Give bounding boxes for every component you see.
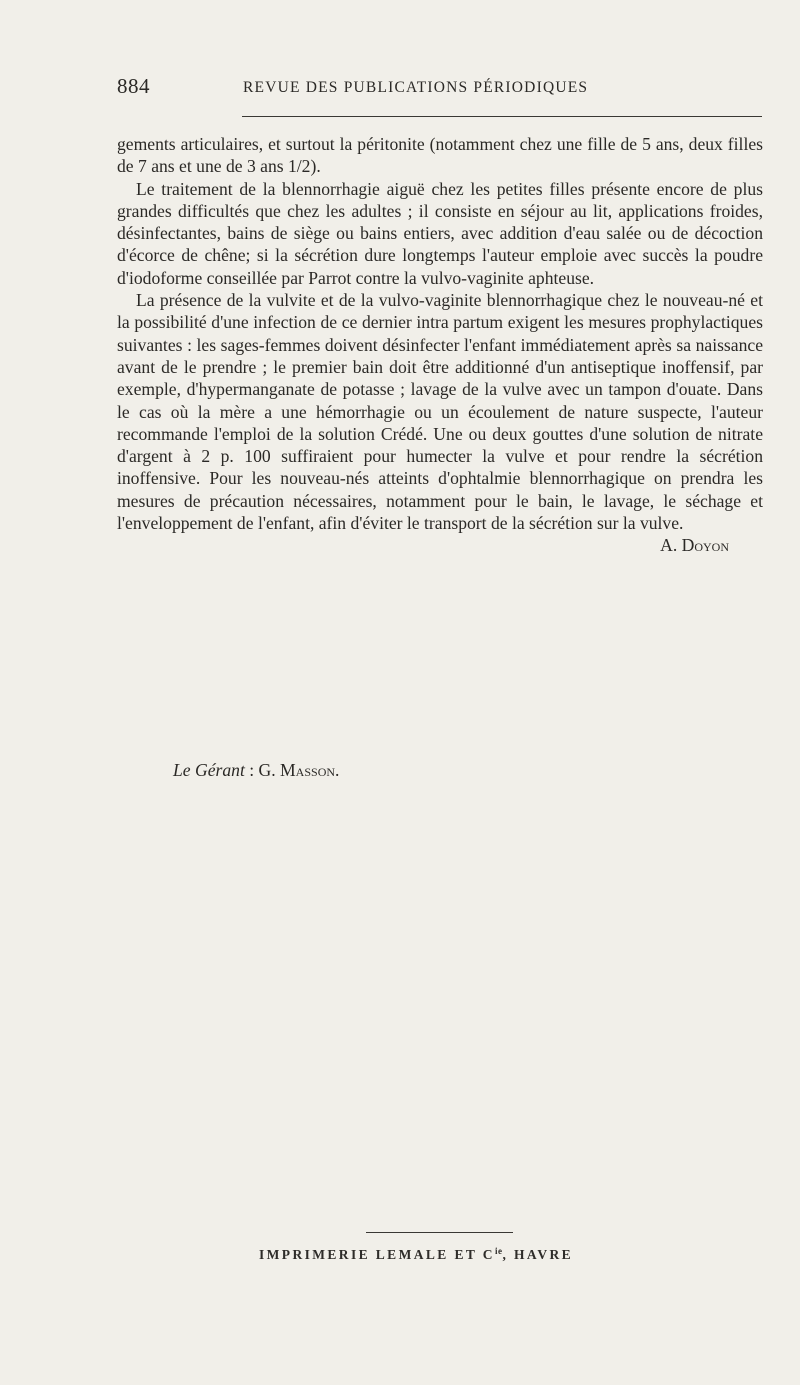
paragraph-text: La présence de la vulvite et de la vulvo-vaginite blennorrhagique chez le nouveau-né et la possibilité d'une infection de ce dernier intra partum exigent les mesures prophylactiques suivantes : les sages-femmes doivent désinfecter l'enfant immédiatement après sa naissance avant de le prendre ; le premier bain doit être additionné d'un antiseptique inoffensif, par exemple, d'hypermanganate de potasse ; lavage de la vulve avec un tampon d'ouate. Dans le cas où la mère a une hémorrhagie ou un écoulement de nature suspecte, l'auteur recommande l'emploi de la solution Crédé. Une ou deux gouttes d'une solution de nitrate d'argent à 2 p. 100 suffiraient pour humecter la vulve et pour rendre la sécrétion inoffensive. Pour les nouveau-nés atteints d'ophtalmie blennorrhagique on prendra les mesures de précaution nécessaires, notamment pour le bain, le lavage, le séchage et l'enveloppement de l'enfant, afin d'éviter le transport de la sécrétion sur la vulve.: [117, 290, 763, 534]
author-signature: A. Doyon: [660, 535, 729, 556]
imprint-superscript: ie: [494, 1246, 503, 1256]
imprint-main: IMPRIMERIE LEMALE ET C: [259, 1247, 495, 1262]
imprint-tail: , HAVRE: [502, 1247, 574, 1262]
gerant-line: [173, 760, 339, 781]
gerant-separator: :: [244, 760, 259, 780]
paragraph: gements articulaires, et surtout la péritonite (notamment chez une fille de 5 ans, deux filles de 7 ans et une de 3 ans 1/2).: [117, 134, 763, 177]
gerant-label: Le Gérant: [173, 760, 245, 780]
header-rule: [242, 116, 762, 117]
article-body: [117, 133, 763, 557]
paragraph: [117, 289, 763, 556]
printer-imprint: [259, 1246, 573, 1263]
footer-rule: [366, 1232, 513, 1233]
running-head: REVUE DES PUBLICATIONS PÉRIODIQUES: [243, 79, 589, 96]
page-number: 884: [117, 74, 150, 98]
gerant-name: G. Masson.: [258, 760, 340, 780]
paragraph: Le traitement de la blennorrhagie aiguë chez les petites filles présente encore de plus grandes difficultés que chez les adultes ; il consiste en séjour au lit, applications froides, désinfectantes, bains de siège ou bains entiers, avec addition d'eau salée ou de décoction d'écorce de chêne; si la sécrétion dure longtemps l'auteur emploie avec succès la poudre d'iodoforme conseillée par Parrot contre la vulvo-vaginite aphteuse.: [117, 178, 763, 288]
